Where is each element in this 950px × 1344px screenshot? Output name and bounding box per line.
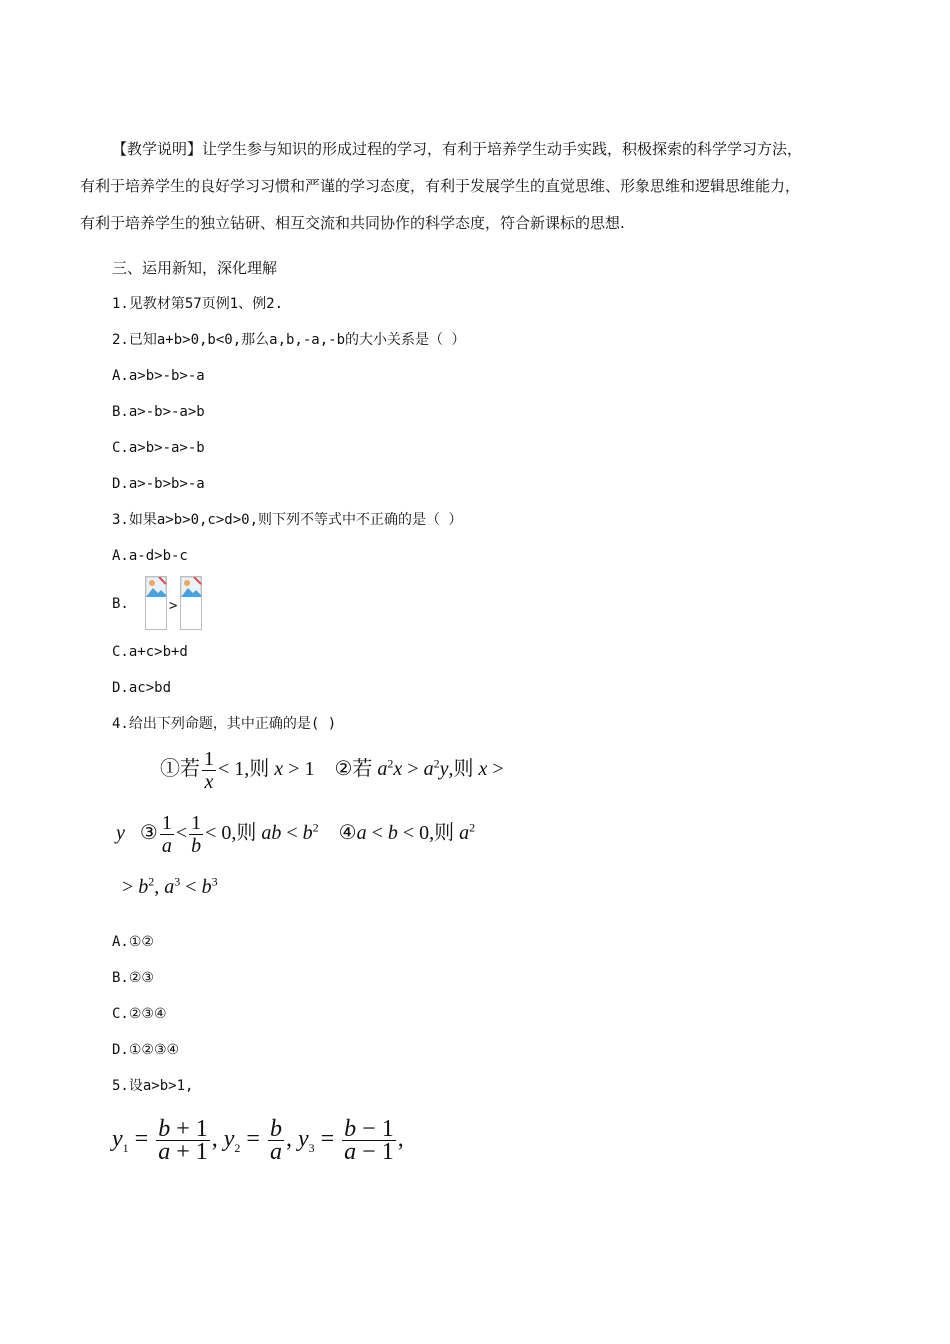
question-2-stem: 2.已知a+b>0,b<0,那么a,b,-a,-b的大小关系是（ ）: [112, 332, 466, 348]
question-3-option-b-label: B.: [112, 596, 129, 612]
question-3-option-b-operator: >: [169, 598, 178, 614]
question-4-option-b: B.②③: [112, 970, 154, 986]
question-2-option-b: B.a>-b>-a>b: [112, 404, 205, 420]
question-4-stem: 4.给出下列命题，其中正确的是( ): [112, 716, 337, 732]
question-2-option-a: A.a>b>-b>-a: [112, 368, 205, 384]
question-3-option-d: D.ac>bd: [112, 680, 172, 696]
proposition-3-4-formula: y ③ $\frac{1}{a}$ < $\frac{1}{b}$ < 0,则 ab < $b^2$ ④a < b < 0,则 $a^2$: [116, 812, 476, 857]
proposition-1-2-formula: ①若 $\frac{1}{x}$ < 1,则 x > 1 ②若 $a^2x > a^2y$,则 x >: [160, 748, 504, 793]
question-4-option-a: A.①②: [112, 934, 154, 950]
section-title: 三、运用新知，深化理解: [112, 259, 278, 277]
question-3-option-a: A.a-d>b-c: [112, 548, 188, 564]
question-2-option-d: D.a>-b>b>-a: [112, 476, 205, 492]
question-3-option-c: C.a+c>b+d: [112, 644, 188, 660]
teaching-note-line-3: 有利于培养学生的独立钻研、相互交流和共同协作的科学态度，符合新课标的思想.: [80, 214, 625, 232]
question-3-stem: 3.如果a>b>0,c>d>0,则下列不等式中不正确的是（ ）: [112, 512, 463, 528]
question-4-option-c: C.②③④: [112, 1006, 167, 1022]
broken-image-icon: [180, 576, 202, 630]
question-5-formula: $y_1$ = $\frac{b + 1}{a + 1}$ , $y_2$ = $\frac{b}{a}$ , $y_3$ = $\frac{b - 1}{a - 1}$ ,: [112, 1116, 404, 1165]
proposition-4-continued-formula: > $b^2$, $a^3 < b^3$: [122, 874, 218, 898]
question-4-option-d: D.①②③④: [112, 1042, 180, 1058]
teaching-note-line-2: 有利于培养学生的良好学习习惯和严谨的学习态度，有利于发展学生的直觉思维、形象思维和逻辑思维能力，: [80, 177, 801, 195]
teaching-note-line-1: 【教学说明】让学生参与知识的形成过程的学习，有利于培养学生动手实践，积极探索的科学学习方法，: [112, 140, 803, 158]
question-1: 1.见教材第57页例1、例2.: [112, 296, 284, 312]
question-5-stem: 5.设a>b>1,: [112, 1078, 194, 1094]
broken-image-icon: [145, 576, 167, 630]
question-2-option-c: C.a>b>-a>-b: [112, 440, 205, 456]
